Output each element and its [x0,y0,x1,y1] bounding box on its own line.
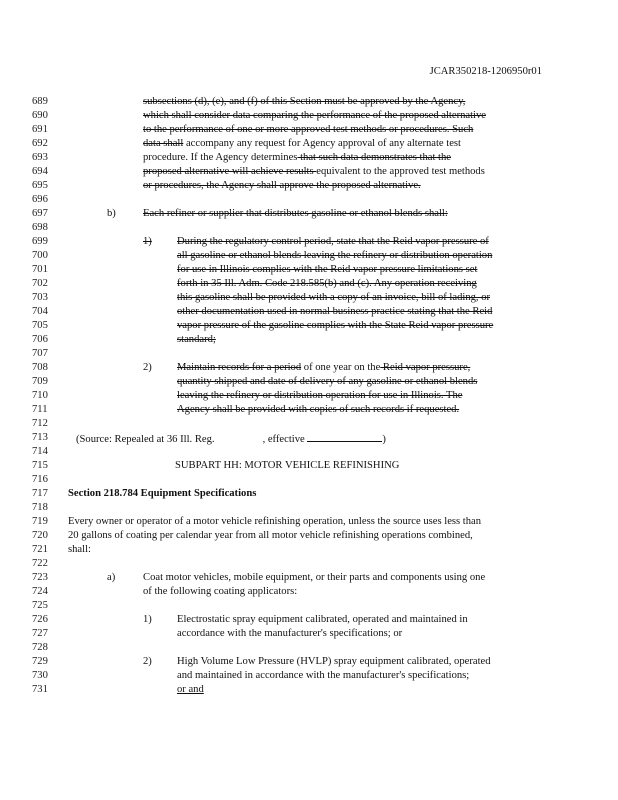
line-number: 705 [32,320,48,331]
line-710 [0,390,618,403]
line-text: of the following coating applicators: [143,586,298,597]
line-text: Every owner or operator of a motor vehicle refinishing operation, unless the source uses less than [68,516,482,527]
line-number: 697 [32,208,48,219]
line-700 [0,250,618,263]
line-number: 690 [32,110,48,121]
line-724 [0,586,618,599]
line-719 [0,516,618,529]
line-text: shall: [68,544,91,555]
line-number: 716 [32,474,48,485]
line-text: vapor pressure of the gasoline complies with the State Reid vapor pressure [177,320,494,331]
section-heading: Section 218.784 Equipment Specifications [68,488,257,499]
line-708 [0,362,618,375]
line-number: 710 [32,390,48,401]
line-text: accordance with the manufacturer's specifications; or [177,628,403,639]
line-number: 707 [32,348,48,359]
line-703 [0,292,618,305]
line-725 [0,600,618,613]
line-text: all gasoline or ethanol blends leaving the refinery or distribution operation [177,250,493,261]
line-730 [0,670,618,683]
line-text: and maintained in accordance with the manufacturer's specifications; [177,670,470,681]
source-note: (Source: Repealed at 36 Ill. Reg. , effective ) [76,434,386,445]
line-731 [0,684,618,697]
line-714 [0,446,618,459]
line-number: 730 [32,670,48,681]
line-number: 725 [32,600,48,611]
item-label: 1) [143,614,152,625]
line-718 [0,502,618,515]
line-number: 689 [32,96,48,107]
line-text: quantity shipped and date of delivery of any gasoline or ethanol blends [177,376,478,387]
line-712 [0,418,618,431]
line-715 [0,460,618,473]
line-number: 719 [32,516,48,527]
line-number: 702 [32,278,48,289]
line-698 [0,222,618,235]
line-text: Each refiner or supplier that distributes gasoline or ethanol blends shall: [143,208,448,219]
line-text: leaving the refinery or distribution operation for use in Illinois. The [177,390,463,401]
line-text: to the performance of one or more approved test methods or procedures. Such [143,124,474,135]
line-text: Electrostatic spray equipment calibrated, operated and maintained in [177,614,468,625]
line-723 [0,572,618,585]
line-691 [0,124,618,137]
line-text: Coat motor vehicles, mobile equipment, or their parts and components using one [143,572,486,583]
line-text: Agency shall be provided with copies of such records if requested. [177,404,460,415]
line-number: 693 [32,152,48,163]
line-text: standard; [177,334,216,345]
line-number: 712 [32,418,48,429]
line-721 [0,544,618,557]
line-692 [0,138,618,151]
line-number: 698 [32,222,48,233]
line-number: 720 [32,530,48,541]
line-number: 718 [32,502,48,513]
line-716 [0,474,618,487]
line-text: 20 gallons of coating per calendar year from all motor vehicle refinishing operations combined, [68,530,473,541]
line-text: forth in 35 Ill. Adm. Code 218.585(b) and (c). Any operation receiving [177,278,477,289]
line-726 [0,614,618,627]
line-number: 717 [32,488,48,499]
document-id-header: JCAR350218-1206950r01 [429,66,542,77]
line-727 [0,628,618,641]
line-number: 691 [32,124,48,135]
line-text: proposed alternative will achieve results equivalent to the approved test methods [143,166,485,177]
line-number: 694 [32,166,48,177]
item-label: 2) [143,362,152,373]
line-number: 706 [32,334,48,345]
line-number: 692 [32,138,48,149]
line-text: procedure. If the Agency determines that such data demonstrates that the [143,152,452,163]
line-720 [0,530,618,543]
line-text: data shall accompany any request for Agency approval of any alternate test [143,138,461,149]
line-722 [0,558,618,571]
item-label: a) [107,572,116,583]
line-number: 700 [32,250,48,261]
line-number: 708 [32,362,48,373]
line-number: 721 [32,544,48,555]
line-number: 722 [32,558,48,569]
line-number: 701 [32,264,48,275]
line-number: 729 [32,656,48,667]
line-701 [0,264,618,277]
line-text: for use in Illinois complies with the Reid vapor pressure limitations set [177,264,478,275]
subpart-heading: SUBPART HH: MOTOR VEHICLE REFINISHING [175,460,400,471]
line-number: 715 [32,460,48,471]
line-694 [0,166,618,179]
item-label: b) [107,208,116,219]
date-blank [307,432,382,442]
line-717 [0,488,618,501]
line-number: 696 [32,194,48,205]
line-695 [0,180,618,193]
line-number: 709 [32,376,48,387]
line-number: 711 [32,404,48,415]
line-number: 731 [32,684,48,695]
line-697 [0,208,618,221]
line-713 [0,432,618,445]
line-text: subsections (d), (e), and (f) of this Section must be approved by the Agency, [143,96,466,107]
line-number: 728 [32,642,48,653]
line-728 [0,642,618,655]
item-label: 1) [143,236,152,247]
line-text: or and [177,684,204,695]
line-number: 703 [32,292,48,303]
line-number: 713 [32,432,48,443]
line-text: Maintain records for a period of one year on the Reid vapor pressure, [177,362,471,373]
line-706 [0,334,618,347]
line-number: 714 [32,446,48,457]
line-number: 695 [32,180,48,191]
line-text: this gasoline shall be provided with a copy of an invoice, bill of lading, or [177,292,491,303]
line-text: which shall consider data comparing the performance of the proposed alternative [143,110,486,121]
line-696 [0,194,618,207]
line-693 [0,152,618,165]
line-689 [0,96,618,109]
line-number: 723 [32,572,48,583]
line-number: 726 [32,614,48,625]
line-707 [0,348,618,361]
line-699 [0,236,618,249]
line-number: 727 [32,628,48,639]
line-711 [0,404,618,417]
line-690 [0,110,618,123]
line-705 [0,320,618,333]
line-702 [0,278,618,291]
line-text: or procedures, the Agency shall approve the proposed alternative. [143,180,421,191]
line-704 [0,306,618,319]
line-text: During the regulatory control period, state that the Reid vapor pressure of [177,236,489,247]
line-number: 699 [32,236,48,247]
line-number: 704 [32,306,48,317]
line-text: High Volume Low Pressure (HVLP) spray equipment calibrated, operated [177,656,491,667]
line-709 [0,376,618,389]
line-text: other documentation used in normal business practice stating that the Reid [177,306,493,317]
line-729 [0,656,618,669]
item-label: 2) [143,656,152,667]
line-number: 724 [32,586,48,597]
